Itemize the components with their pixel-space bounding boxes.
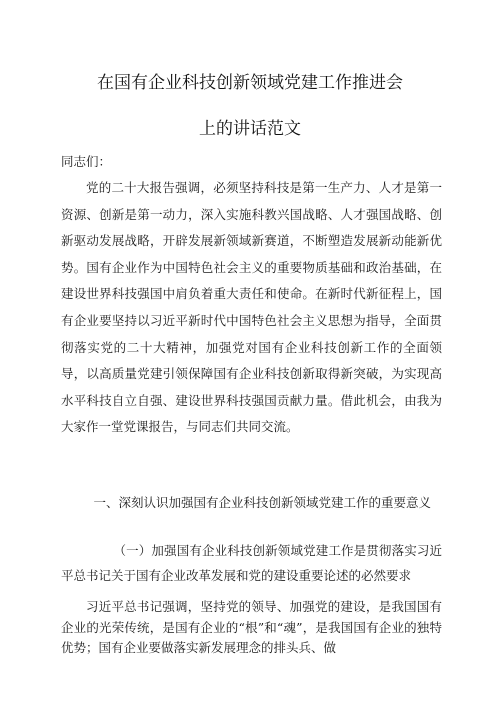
document-title-line-1: 在国有企业科技创新领域党建工作推进会 [97,73,403,93]
section-heading-1: 一、深刻认识加强国有企业科技创新领域党建工作的重要意义 [93,495,432,510]
subsection-heading-1: （一）加强国有企业科技创新领域党建工作是贯彻落实习近平总书记关于国有企业改革发展和党的建设重要论述的必然要求 [61,543,442,583]
body-paragraph-1: 党的二十大报告强调，必须坚持科技是第一生产力、人才是第一资源、创新是第一动力，深入实施科教兴国战略、人才强国战略、创新驱动发展战略，开辟发展新领域新赛道，不断塑造发展新动能新优势。国有企业作为中国特色社会主义的重要物质基础和政治基础，在建设世界科技强国中肩负着重大责任和使命。在新时代新征程上，国有企业要坚持以习近平新时代中国特色社会主义思想为指导，全面贯彻落实党的二十大精神，加强党对国有企业科技创新工作的全面领导，以高质量党建引领保障国有企业科技创新取得新突破，为实现高水平科技自立自强、建设世界科技强国贡献力量。借此机会，由我为大家作一堂党课报告，与同志们共同交流。 [61,180,442,435]
body-paragraph-2: 习近平总书记强调，坚持党的领导、加强党的建设，是我国国有企业的光荣传统，是国有企业的“根”和“魂”，是我国国有企业的独特优势；国有企业要做落实新发展理念的排头兵、做 [61,599,442,655]
salutation: 同志们： [61,154,112,169]
document-title-line-2: 上的讲话范文 [199,119,301,139]
